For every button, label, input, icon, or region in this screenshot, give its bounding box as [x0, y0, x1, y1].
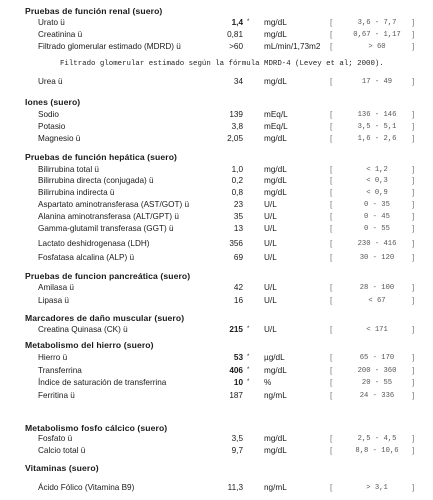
- test-unit: U/L: [264, 200, 277, 209]
- ref-bracket-open: [: [330, 446, 333, 455]
- result-row: [0, 188, 433, 199]
- result-row: [0, 42, 433, 53]
- abnormal-flag: *: [247, 367, 250, 373]
- test-name: Bilirrubina total ü: [38, 165, 99, 174]
- test-name: Potasio: [38, 122, 66, 131]
- ref-bracket-open: [: [330, 391, 333, 400]
- test-unit: mg/dL: [264, 77, 287, 86]
- ref-bracket-open: [: [330, 434, 333, 443]
- section-title: Pruebas de funcion pancreática (suero): [25, 271, 191, 281]
- ref-bracket-close: ]: [412, 212, 415, 221]
- test-value: 356: [229, 239, 243, 248]
- test-name: Lactato deshidrogenasa (LDH): [38, 239, 150, 248]
- test-value: 0,2: [231, 176, 243, 185]
- result-row: [0, 122, 433, 133]
- ref-bracket-close: ]: [412, 122, 415, 131]
- test-unit: mg/dL: [264, 30, 287, 39]
- test-unit: mg/dL: [264, 188, 287, 197]
- ref-bracket-open: [: [330, 239, 333, 248]
- test-unit: ng/mL: [264, 483, 287, 492]
- ref-bracket-close: ]: [412, 200, 415, 209]
- test-unit: mEq/L: [264, 110, 288, 119]
- test-value: 35: [233, 212, 243, 221]
- reference-range: 1,6 - 2,6: [357, 135, 397, 143]
- test-value: 0,8: [231, 188, 243, 197]
- test-value: 2,05: [227, 134, 243, 143]
- ref-bracket-close: ]: [412, 483, 415, 492]
- ref-bracket-close: ]: [412, 253, 415, 262]
- reference-range: < 1,2: [366, 166, 388, 174]
- test-name: Amilasa ü: [38, 283, 74, 292]
- test-value: 3,5: [231, 434, 243, 443]
- test-value: 23: [233, 200, 243, 209]
- test-unit: U/L: [264, 212, 277, 221]
- reference-range: 200 - 360: [357, 367, 397, 375]
- ref-bracket-close: ]: [412, 446, 415, 455]
- ref-bracket-open: [: [330, 30, 333, 39]
- reference-range: 17 - 49: [361, 78, 393, 86]
- reference-range: < 0,9: [366, 189, 388, 197]
- test-unit: U/L: [264, 283, 277, 292]
- result-row: [0, 253, 433, 264]
- result-row: [0, 30, 433, 41]
- test-name: Transferrina: [38, 366, 82, 375]
- ref-bracket-open: [: [330, 122, 333, 131]
- test-value: 0,81: [227, 30, 243, 39]
- test-name: Bilirrubina directa (conjugada) ü: [38, 176, 154, 185]
- result-row: [0, 224, 433, 235]
- ref-bracket-close: ]: [412, 434, 415, 443]
- ref-bracket-open: [: [330, 366, 333, 375]
- result-row: [0, 434, 433, 445]
- ref-bracket-open: [: [330, 283, 333, 292]
- ref-bracket-close: ]: [412, 239, 415, 248]
- result-row: [0, 366, 433, 377]
- test-unit: mEq/L: [264, 122, 288, 131]
- test-name: Urato ü: [38, 18, 65, 27]
- test-name: Ácido Fólico (Vitamina B9): [38, 483, 135, 492]
- test-unit: mg/dL: [264, 165, 287, 174]
- reference-range: 24 - 336: [359, 392, 395, 400]
- abnormal-flag: *: [247, 354, 250, 360]
- reference-range: 136 - 146: [357, 111, 397, 119]
- test-unit: U/L: [264, 253, 277, 262]
- test-name: Índice de saturación de transferrina: [38, 378, 167, 387]
- result-row: [0, 283, 433, 294]
- ref-bracket-open: [: [330, 200, 333, 209]
- mdrd-note: Filtrado glomerular estimado según la fórmula MDRD-4 (Levey et al; 2000).: [60, 60, 384, 68]
- ref-bracket-close: ]: [412, 77, 415, 86]
- ref-bracket-close: ]: [412, 224, 415, 233]
- test-unit: U/L: [264, 325, 277, 334]
- test-name: Lipasa ü: [38, 296, 69, 305]
- ref-bracket-open: [: [330, 42, 333, 51]
- result-row: [0, 378, 433, 389]
- result-row: [0, 296, 433, 307]
- section-title: Metabolismo del hierro (suero): [25, 340, 154, 350]
- ref-bracket-open: [: [330, 165, 333, 174]
- result-row: [0, 483, 433, 494]
- section-title: Pruebas de función renal (suero): [25, 6, 163, 16]
- test-name: Calcio total ü: [38, 446, 86, 455]
- test-name: Creatina Quinasa (CK) ü: [38, 325, 128, 334]
- test-value: 10: [233, 378, 243, 387]
- test-name: Magnesio ü: [38, 134, 81, 143]
- ref-bracket-open: [: [330, 176, 333, 185]
- ref-bracket-close: ]: [412, 296, 415, 305]
- test-unit: mg/dL: [264, 434, 287, 443]
- test-name: Aspartato aminotransferasa (AST/GOT) ü: [38, 200, 190, 209]
- ref-bracket-close: ]: [412, 366, 415, 375]
- test-value: 187: [229, 391, 243, 400]
- reference-range: < 67: [368, 297, 386, 305]
- abnormal-flag: *: [247, 379, 250, 385]
- ref-bracket-close: ]: [412, 325, 415, 334]
- section-title: Marcadores de daño muscular (suero): [25, 313, 185, 323]
- reference-range: < 0,3: [366, 177, 388, 185]
- test-unit: U/L: [264, 224, 277, 233]
- reference-range: 20 - 55: [361, 379, 393, 387]
- test-unit: ng/mL: [264, 391, 287, 400]
- result-row: [0, 212, 433, 223]
- test-value: 1,4: [231, 18, 243, 27]
- reference-range: 3,5 - 5,1: [357, 123, 397, 131]
- result-row: [0, 18, 433, 29]
- ref-bracket-open: [: [330, 224, 333, 233]
- test-value: 69: [233, 253, 243, 262]
- test-unit: mL/min/1,73m2: [264, 42, 321, 51]
- result-row: [0, 134, 433, 145]
- ref-bracket-close: ]: [412, 391, 415, 400]
- test-value: 16: [233, 296, 243, 305]
- reference-range: > 3,1: [366, 484, 388, 492]
- ref-bracket-close: ]: [412, 378, 415, 387]
- result-row: [0, 77, 433, 88]
- test-name: Urea ü: [38, 77, 63, 86]
- test-value: >60: [229, 42, 243, 51]
- reference-range: 30 - 120: [359, 254, 395, 262]
- reference-range: 0,67 - 1,17: [353, 31, 401, 39]
- test-value: 215: [229, 325, 243, 334]
- ref-bracket-open: [: [330, 296, 333, 305]
- ref-bracket-open: [: [330, 134, 333, 143]
- ref-bracket-open: [: [330, 77, 333, 86]
- ref-bracket-open: [: [330, 110, 333, 119]
- result-row: [0, 325, 433, 336]
- ref-bracket-open: [: [330, 325, 333, 334]
- test-value: 11,3: [227, 483, 243, 492]
- reference-range: 3,6 - 7,7: [357, 19, 397, 27]
- test-unit: U/L: [264, 296, 277, 305]
- ref-bracket-close: ]: [412, 188, 415, 197]
- test-name: Bilirrubina indirecta ü: [38, 188, 115, 197]
- test-unit: µg/dL: [264, 353, 285, 362]
- test-name: Hierro ü: [38, 353, 68, 362]
- abnormal-flag: *: [247, 19, 250, 25]
- reference-range: > 60: [368, 43, 386, 51]
- ref-bracket-close: ]: [412, 42, 415, 51]
- reference-range: 28 - 100: [359, 284, 395, 292]
- test-name: Fosfato ü: [38, 434, 73, 443]
- test-value: 34: [233, 77, 243, 86]
- reference-range: 230 - 416: [357, 240, 397, 248]
- ref-bracket-close: ]: [412, 283, 415, 292]
- ref-bracket-open: [: [330, 188, 333, 197]
- ref-bracket-close: ]: [412, 165, 415, 174]
- ref-bracket-close: ]: [412, 18, 415, 27]
- result-row: [0, 176, 433, 187]
- test-unit: mg/dL: [264, 176, 287, 185]
- abnormal-flag: *: [247, 326, 250, 332]
- test-unit: mg/dL: [264, 446, 287, 455]
- test-name: Fosfatasa alcalina (ALP) ü: [38, 253, 135, 262]
- test-name: Sodio: [38, 110, 59, 119]
- section-title: Vitaminas (suero): [25, 463, 99, 473]
- test-unit: %: [264, 378, 272, 387]
- test-name: Creatinina ü: [38, 30, 83, 39]
- test-name: Ferritina ü: [38, 391, 75, 400]
- test-unit: mg/dL: [264, 18, 287, 27]
- result-row: [0, 353, 433, 364]
- section-title: Iones (suero): [25, 97, 81, 107]
- ref-bracket-close: ]: [412, 110, 415, 119]
- test-unit: U/L: [264, 239, 277, 248]
- reference-range: 0 - 45: [364, 213, 390, 221]
- test-value: 13: [233, 224, 243, 233]
- test-name: Alanina aminotransferasa (ALT/GPT) ü: [38, 212, 179, 221]
- ref-bracket-open: [: [330, 378, 333, 387]
- ref-bracket-close: ]: [412, 134, 415, 143]
- test-name: Gamma-glutamil transferasa (GGT) ü: [38, 224, 174, 233]
- ref-bracket-open: [: [330, 483, 333, 492]
- ref-bracket-open: [: [330, 253, 333, 262]
- result-row: [0, 200, 433, 211]
- reference-range: < 171: [366, 326, 388, 334]
- ref-bracket-close: ]: [412, 176, 415, 185]
- test-unit: mg/dL: [264, 366, 287, 375]
- reference-range: 2,5 - 4,5: [357, 435, 397, 443]
- result-row: [0, 391, 433, 402]
- test-unit: mg/dL: [264, 134, 287, 143]
- ref-bracket-open: [: [330, 353, 333, 362]
- result-row: [0, 110, 433, 121]
- reference-range: 8,8 - 10,6: [355, 447, 399, 455]
- reference-range: 0 - 55: [364, 225, 390, 233]
- test-value: 406: [229, 366, 243, 375]
- test-value: 1,0: [231, 165, 243, 174]
- ref-bracket-open: [: [330, 212, 333, 221]
- test-value: 53: [233, 353, 243, 362]
- ref-bracket-close: ]: [412, 353, 415, 362]
- result-row: [0, 165, 433, 176]
- ref-bracket-close: ]: [412, 30, 415, 39]
- ref-bracket-open: [: [330, 18, 333, 27]
- section-title: Metabolismo fosfo cálcico (suero): [25, 423, 168, 433]
- test-value: 139: [229, 110, 243, 119]
- reference-range: 65 - 170: [359, 354, 395, 362]
- test-name: Filtrado glomerular estimado (MDRD) ü: [38, 42, 181, 51]
- result-row: [0, 239, 433, 250]
- result-row: [0, 446, 433, 457]
- reference-range: 0 - 35: [364, 201, 390, 209]
- test-value: 3,8: [231, 122, 243, 131]
- section-title: Pruebas de función hepática (suero): [25, 152, 178, 162]
- test-value: 9,7: [231, 446, 243, 455]
- test-value: 42: [233, 283, 243, 292]
